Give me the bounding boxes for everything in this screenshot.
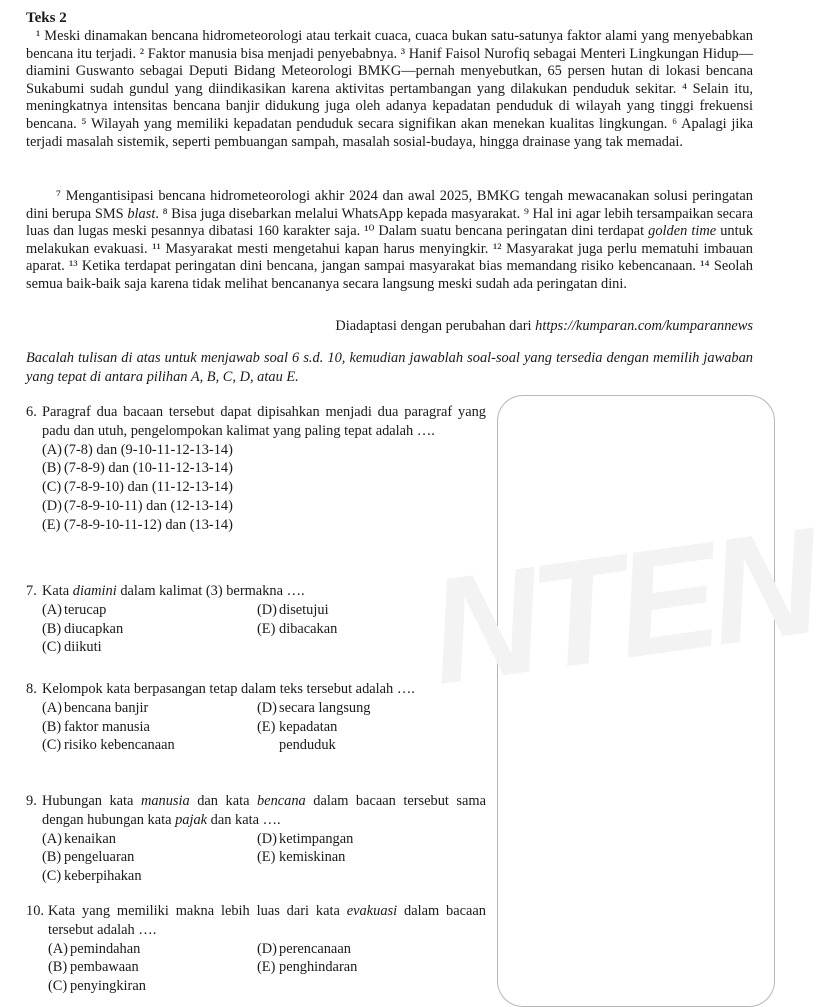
option-6a[interactable]	[42, 441, 486, 460]
question-6-options	[26, 441, 486, 535]
option-label: (C)	[42, 479, 62, 496]
question-9-italic-3: pajak	[175, 811, 208, 828]
question-9-text-b: dan kata	[189, 793, 257, 809]
option-10d[interactable]	[257, 940, 472, 959]
option-7a[interactable]	[42, 601, 257, 620]
option-text: (7-8-9-10-11) dan (12-13-14)	[64, 497, 233, 514]
text-title: Teks 2	[26, 10, 67, 26]
question-7-text-a: Kata	[42, 583, 73, 599]
option-text: kenaikan	[64, 830, 116, 847]
option-7e[interactable]	[257, 620, 472, 639]
option-text: (7-8-9) dan (10-11-12-13-14)	[64, 460, 233, 477]
option-8a[interactable]	[42, 699, 257, 718]
option-text: secara langsung	[279, 699, 371, 716]
question-8-options	[26, 699, 486, 755]
option-text: (7-8-9-10-11-12) dan (13-14)	[64, 516, 233, 533]
option-text: perencanaan	[279, 940, 351, 957]
question-7-italic: diamini	[72, 583, 117, 599]
option-10e[interactable]	[257, 958, 472, 977]
question-9-italic-1: manusia	[140, 793, 190, 809]
option-label: (E)	[257, 718, 276, 735]
question-10-italic: evakuasi	[346, 903, 398, 919]
option-6e[interactable]	[42, 516, 486, 535]
question-8-text: Kelompok kata berpasangan tetap dalam teks tersebut adalah ….	[42, 681, 415, 697]
option-label: (D)	[257, 601, 277, 618]
option-text: terucap	[64, 601, 107, 618]
option-10a[interactable]	[48, 940, 257, 959]
option-9a[interactable]	[42, 830, 257, 849]
question-7	[26, 582, 486, 657]
option-text: pembawaan	[70, 959, 139, 976]
question-9-number: 9.	[26, 793, 37, 809]
option-8e-continued	[257, 736, 472, 755]
option-9b[interactable]	[42, 848, 257, 867]
option-6d[interactable]	[42, 497, 486, 516]
option-label: (C)	[48, 978, 68, 995]
option-label: (C)	[42, 639, 62, 656]
source-citation	[335, 317, 753, 335]
option-text: pemindahan	[70, 940, 141, 957]
option-label: (C)	[42, 737, 62, 754]
option-text: faktor manusia	[64, 718, 150, 735]
paragraph-2-text-c: untuk melakukan evakuasi. ¹¹ Masyarakat mesti mengetahui kapan harus menyingkir. ¹² Masyarakat juga perlu mematuhi imbauan aparat. ¹³ Ketika terdapat peringatan dini bencana, jangan sampai masyarakat bias memandang risiko kebencanaan. ¹⁴ Seolah semua baik-baik saja karena tidak melihat bencananya secara langsung meski sudah ada peringatan dini.	[26, 223, 753, 292]
option-text: penyingkiran	[70, 978, 146, 995]
option-label: (D)	[257, 830, 277, 847]
question-10-stem	[26, 902, 486, 940]
option-10c[interactable]	[48, 977, 257, 996]
source-prefix: Diadaptasi dengan perubahan dari	[335, 318, 536, 334]
option-label: (A)	[42, 699, 62, 716]
question-10	[26, 902, 486, 996]
option-label: (A)	[42, 441, 62, 458]
question-10-text-b: dalam bacaan tersebut adalah ….	[48, 903, 486, 938]
option-text: kepadatan	[279, 718, 338, 735]
option-label: (D)	[257, 699, 277, 716]
question-6-text: Paragraf dua bacaan tersebut dapat dipisahkan menjadi dua paragraf yang padu dan utuh, pengelompokan kalimat yang paling tepat adalah ….	[42, 404, 486, 439]
instruction: Bacalah tulisan di atas untuk menjawab soal 6 s.d. 10, kemudian jawablah soal-soal yang tersedia dengan memilih jawaban yang tepat di antara pilihan A, B, C, D, atau E.	[26, 350, 753, 385]
paragraph-2	[26, 188, 753, 294]
question-8	[26, 680, 486, 755]
question-9-options	[26, 830, 486, 886]
question-8-stem	[26, 680, 486, 699]
paragraph-1	[26, 28, 753, 151]
option-label: (A)	[48, 940, 68, 957]
option-label: (B)	[42, 460, 62, 477]
question-6	[26, 403, 486, 535]
option-8d[interactable]	[257, 699, 472, 718]
option-label: (D)	[42, 497, 62, 514]
option-text: bencana banjir	[64, 699, 149, 716]
option-label: (A)	[42, 830, 62, 847]
option-8e[interactable]	[257, 718, 472, 737]
option-text: penduduk	[279, 737, 336, 754]
paragraph-2-text-b: . ⁸ Bisa juga disebarkan melalui WhatsApp kepada masyarakat. ⁹ Hal ini agar lebih tersampaikan secara luas dan lugas meski pesannya dibatasi 160 karakter saja. ¹⁰ Dalam suatu bencana peringatan dini terdapat	[26, 205, 753, 240]
option-label: (A)	[42, 601, 62, 618]
option-10b[interactable]	[48, 958, 257, 977]
question-9-italic-2: bencana	[256, 793, 306, 809]
option-text: keberpihakan	[64, 868, 142, 885]
option-label: (D)	[257, 940, 277, 957]
question-7-stem	[26, 582, 486, 601]
option-text: dibacakan	[279, 620, 338, 637]
option-label: (B)	[42, 849, 62, 866]
option-9e[interactable]	[257, 848, 472, 867]
question-10-number: 10.	[26, 903, 44, 919]
option-6b[interactable]	[42, 459, 486, 478]
question-9	[26, 792, 486, 886]
watermark-frame	[497, 395, 775, 1007]
option-6c[interactable]	[42, 478, 486, 497]
option-label: (B)	[42, 718, 62, 735]
question-9-text-d: dan kata ….	[207, 811, 281, 828]
option-text: risiko kebencanaan	[64, 737, 175, 754]
option-8c[interactable]	[42, 736, 257, 755]
option-label: (E)	[42, 516, 61, 533]
watermark-logo: NTEN	[420, 496, 825, 716]
question-9-stem	[26, 792, 486, 830]
question-9-text-c: dalam bacaan tersebut sama dengan hubungan kata	[42, 793, 486, 828]
option-text: diikuti	[64, 639, 102, 656]
option-text: (7-8-9-10) dan (11-12-13-14)	[64, 479, 233, 496]
question-10-text-a: Kata yang memiliki makna lebih luas dari kata	[48, 903, 347, 919]
option-label: (B)	[42, 620, 62, 637]
option-9c[interactable]	[42, 867, 257, 886]
option-8b[interactable]	[42, 718, 257, 737]
option-9d[interactable]	[257, 830, 472, 849]
option-label: (E)	[257, 959, 276, 976]
paragraph-2-text-a: ⁷ Mengantisipasi bencana hidrometeorologi akhir 2024 dan awal 2025, BMKG tengah mewacanakan solusi peringatan dini berupa SMS	[26, 188, 753, 222]
option-label: (E)	[257, 620, 276, 637]
option-7b[interactable]	[42, 620, 257, 639]
question-6-stem	[26, 403, 486, 441]
option-text: ketimpangan	[279, 830, 354, 847]
question-7-number: 7.	[26, 583, 37, 599]
question-8-number: 8.	[26, 681, 37, 697]
question-9-text-a: Hubungan kata	[42, 793, 141, 809]
option-text: diucapkan	[64, 620, 124, 637]
option-text: kemiskinan	[279, 849, 346, 866]
question-7-options	[26, 601, 486, 657]
question-10-options	[26, 940, 486, 996]
option-text: penghindaran	[279, 959, 358, 976]
option-label: (C)	[42, 868, 62, 885]
question-6-number: 6.	[26, 404, 37, 420]
question-7-text-b: dalam kalimat (3) bermakna ….	[116, 583, 305, 599]
option-text: (7-8) dan (9-10-11-12-13-14)	[64, 441, 233, 458]
paragraph-2-italic-golden-time: golden time	[648, 223, 717, 240]
paragraph-1-text: ¹ Meski dinamakan bencana hidrometeorologi atau terkait cuaca, cuaca bukan satu-satunya faktor alami yang menyebabkan bencana itu terjadi. ² Faktor manusia bisa menjadi penyebabnya. ³ Hanif Faisol Nurofiq sebagai Menteri Lingkungan Hidup—diamini Guswanto sebagai Deputi Bidang Meteorologi BMKG—pernah menyebutkan, 65 persen hutan di lokasi bencana Sukabumi sudah gundul yang diindikasikan karena aktivitas pertambangan yang dilakukan penduduk sekitar. ⁴ Selain itu, meningkatnya intensitas bencana banjir didukung juga oleh adanya kepadatan penduduk di wilayah yang tinggi frekuensi bencana. ⁵ Wilayah yang memiliki kepadatan penduduk secara signifikan akan menekan kualitas lingkungan. ⁶ Apalagi jika terjadi masalah sistemik, seperti pembuangan sampah, masalah sosial-budaya, hingga drainase yang tak memadai.	[26, 28, 753, 150]
option-text: disetujui	[279, 601, 329, 618]
paragraph-2-italic-blast: blast	[127, 205, 156, 222]
option-label: (B)	[48, 959, 68, 976]
option-label: (E)	[257, 849, 276, 866]
option-7c[interactable]	[42, 638, 257, 657]
option-7d[interactable]	[257, 601, 472, 620]
source-link[interactable]: https://kumparan.com/kumparannews	[535, 318, 753, 334]
option-text: pengeluaran	[64, 849, 135, 866]
